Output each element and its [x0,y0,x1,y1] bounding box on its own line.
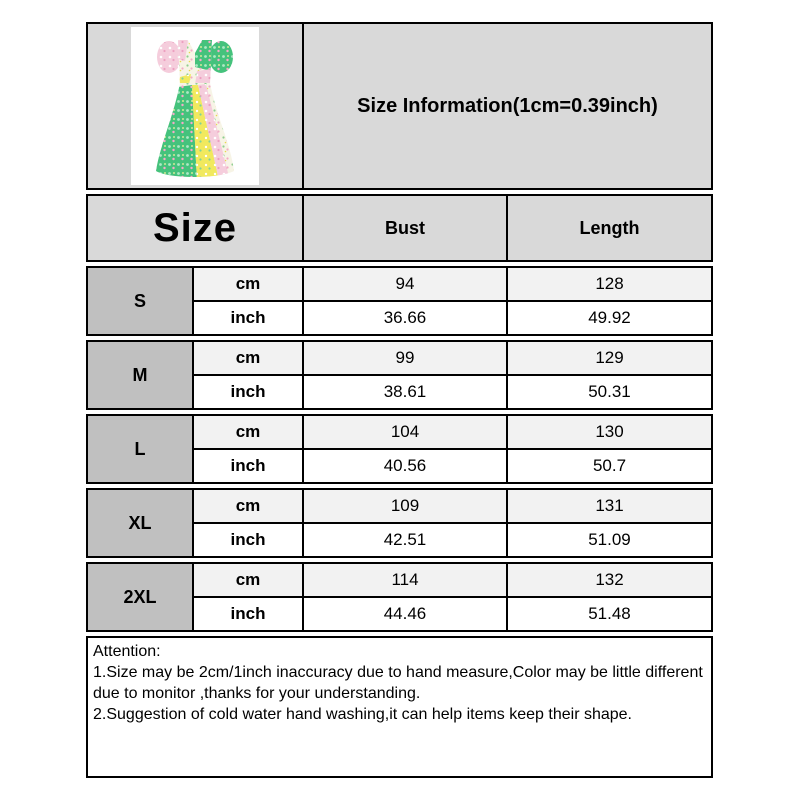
attention-title: Attention: [93,643,161,660]
size-label: XL [88,490,192,556]
bust-inch-value: 44.46 [304,598,506,630]
size-information-title: Size Information(1cm=0.39inch) [304,24,711,188]
unit-inch-label: inch [194,598,302,630]
table-row-xl [86,488,713,558]
length-inch-value: 51.09 [508,524,711,556]
size-chart-sheet [86,22,713,778]
length-cm-value: 132 [508,564,711,596]
attention-note-2: 2.Suggestion of cold water hand washing,it can help items keep their shape. [93,706,632,723]
floral-dress-icon [131,27,259,185]
size-label: L [88,416,192,482]
unit-cm-label: cm [194,268,302,300]
unit-inch-label: inch [194,376,302,408]
attention-box [86,636,713,778]
size-label: M [88,342,192,408]
product-photo-cell [88,24,302,188]
attention-content [88,638,711,776]
attention-note-1: 1.Size may be 2cm/1inch inaccuracy due to hand measure,Color may be little different due to monitor ,thanks for your understanding. [93,664,703,702]
length-cm-value: 131 [508,490,711,522]
bust-inch-value: 38.61 [304,376,506,408]
table-row-l [86,414,713,484]
length-inch-value: 50.7 [508,450,711,482]
table-row-m [86,340,713,410]
length-column-header: Length [508,196,711,260]
table-row-2xl [86,562,713,632]
bust-cm-value: 114 [304,564,506,596]
length-cm-value: 128 [508,268,711,300]
unit-cm-label: cm [194,564,302,596]
table-row-s [86,266,713,336]
product-photo [131,27,259,185]
bust-cm-value: 104 [304,416,506,448]
length-inch-value: 51.48 [508,598,711,630]
unit-inch-label: inch [194,450,302,482]
length-inch-value: 49.92 [508,302,711,334]
bust-inch-value: 42.51 [304,524,506,556]
unit-inch-label: inch [194,302,302,334]
unit-cm-label: cm [194,416,302,448]
length-cm-value: 129 [508,342,711,374]
length-cm-value: 130 [508,416,711,448]
unit-cm-label: cm [194,490,302,522]
size-column-header: Size [88,196,302,260]
bust-cm-value: 109 [304,490,506,522]
bust-cm-value: 94 [304,268,506,300]
unit-inch-label: inch [194,524,302,556]
column-header-row [86,194,713,262]
bust-column-header: Bust [304,196,506,260]
length-inch-value: 50.31 [508,376,711,408]
header-row [86,22,713,190]
bust-inch-value: 36.66 [304,302,506,334]
unit-cm-label: cm [194,342,302,374]
size-label: 2XL [88,564,192,630]
size-label: S [88,268,192,334]
bust-cm-value: 99 [304,342,506,374]
bust-inch-value: 40.56 [304,450,506,482]
